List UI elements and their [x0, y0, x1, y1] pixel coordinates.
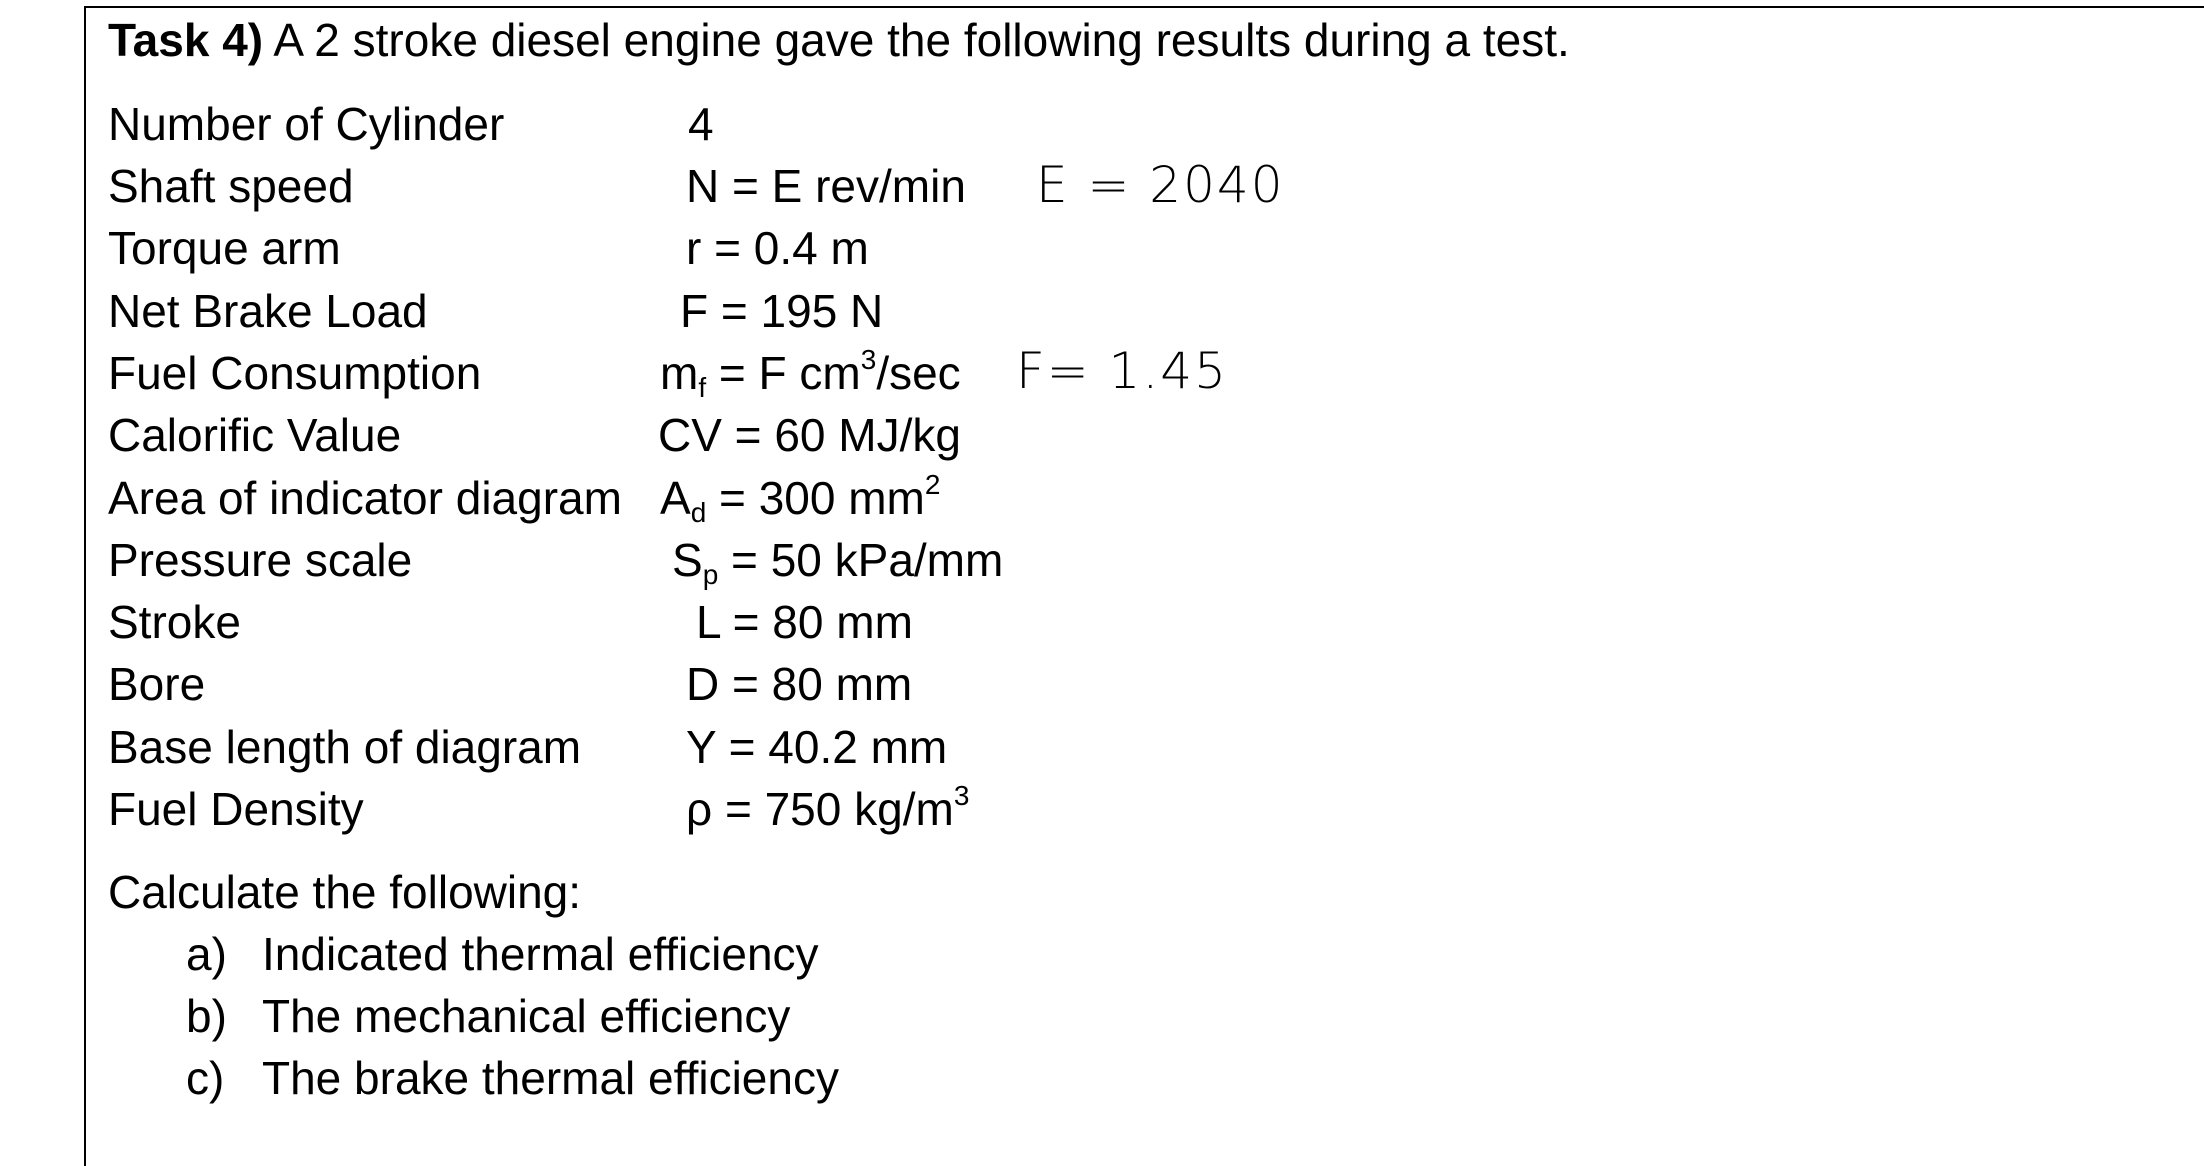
task-item-letter: c) [186, 1052, 225, 1104]
handwritten-note-e: E = 2040 [1036, 156, 1285, 214]
row-label-fuel-consumption: Fuel Consumption [108, 347, 482, 399]
row-value-indicator-area: $A_d = 300$ $mm^2$ [660, 469, 941, 528]
row-value-fuel-density: ρ = 750 $kg/m^3$ [686, 780, 970, 835]
row-label-fuel-density: Fuel Density [108, 783, 364, 835]
row-label-stroke: Stroke [108, 596, 241, 648]
row-value-bore: D = 80 mm [686, 658, 913, 710]
row-label-cylinders: Number of Cylinder [108, 98, 505, 150]
task-item-letter: a) [186, 928, 227, 980]
row-label-pressure-scale: Pressure scale [108, 534, 413, 586]
task-item-text: The brake thermal efficiency [262, 1052, 839, 1104]
row-label-brake-load: Net Brake Load [108, 285, 428, 337]
row-value-base-length: Y = 40.2 mm [686, 721, 948, 773]
row-label-torque-arm: Torque arm [108, 222, 341, 274]
row-label-indicator-area: Area of indicator diagram [108, 472, 622, 524]
task-item-text: The mechanical efficiency [262, 990, 791, 1042]
row-value-brake-load: F = 195 N [680, 285, 884, 337]
row-value-cylinders: 4 [688, 98, 714, 150]
task-item-b [186, 988, 790, 1044]
task-description: A 2 stroke diesel engine gave the following results during a test. [263, 14, 1570, 66]
row-label-base-length: Base length of diagram [108, 721, 582, 773]
row-value-shaft-speed: N = E rev/min [686, 160, 966, 212]
handwritten-note-f: F= 1.45 [1016, 342, 1228, 400]
row-value-calorific-value: CV = 60 MJ/kg [658, 409, 961, 461]
task-number: Task 4) [108, 14, 264, 66]
task-title [108, 12, 1570, 68]
task-item-a [186, 926, 819, 982]
task-item-letter: b) [186, 990, 227, 1042]
task-item-c [186, 1050, 839, 1106]
row-value-torque-arm: r = 0.4 m [686, 222, 869, 274]
row-label-shaft-speed: Shaft speed [108, 160, 354, 212]
row-value-pressure-scale: $S_p = 50$ kPa/mm [672, 534, 1004, 590]
row-value-fuel-consumption: $m_f = F$ $cm^3/\sec$ [660, 344, 961, 403]
row-label-bore: Bore [108, 658, 206, 710]
task-item-text: Indicated thermal efficiency [262, 928, 819, 980]
row-value-stroke: L = 80 mm [696, 596, 913, 648]
calculate-heading: Calculate the following: [108, 866, 582, 918]
row-label-calorific-value: Calorific Value [108, 409, 402, 461]
